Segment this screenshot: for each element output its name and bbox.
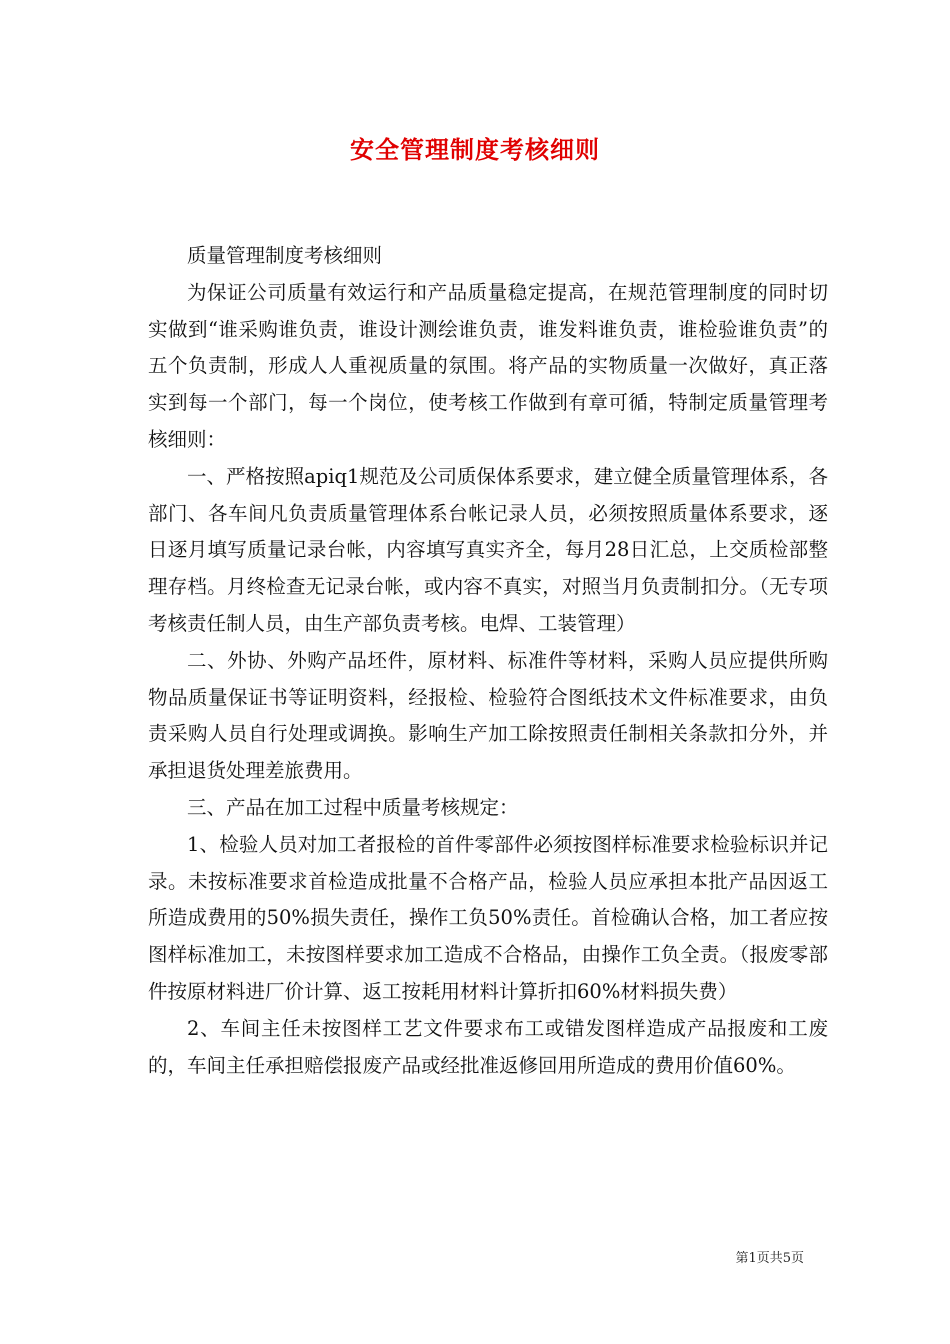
paragraph-intro: 为保证公司质量有效运行和产品质量稳定提高，在规范管理制度的同时切实做到“谁采购谁负责，谁设计测绘谁负责，谁发料谁负责，谁检验谁负责”的五个负责制，形成人人重视质量的氛围。将产品的实物质量一次做好，真正落实到每一个部门，每一个岗位，使考核工作做到有章可循，特制定质量管理考核细则： (148, 280, 828, 451)
document-subtitle: 质量管理制度考核细则 (187, 244, 383, 267)
paragraph-section-1: 一、严格按照apiq1规范及公司质保体系要求，建立健全质量管理体系，各部门、各车间凡负责质量管理体系台帐记录人员，必须按照质量体系要求，逐日逐月填写质量记录台帐，内容填写真实齐全，每月28日汇总，上交质检部整理存档。月终检查无记录台帐，或内容不真实，对照当月负责制扣分。（无专项考核责任制人员，由生产部负责考核。电焊、工装管理） (148, 464, 828, 635)
paragraph-section-3-item-2: 2、车间主任未按图样工艺文件要求布工或错发图样造成产品报废和工废的，车间主任承担赔偿报废产品或经批准返修回用所造成的费用价值60%。 (148, 1016, 828, 1077)
page-number: 第1页共5页 (735, 1251, 804, 1266)
paragraph-section-3-heading: 三、产品在加工过程中质量考核规定： (187, 795, 519, 819)
document-title: 安全管理制度考核细则 (350, 136, 600, 164)
paragraph-section-3-item-1: 1、检验人员对加工者报检的首件零部件必须按图样标准要求检验标识并记录。未按标准要求首检造成批量不合格产品，检验人员应承担本批产品因返工所造成费用的50%损失责任，操作工负50%责任。首检确认合格，加工者应按图样标准加工，未按图样要求加工造成不合格品，由操作工负全责。（报废零部件按原材料进厂价计算、返工按耗用材料计算折扣60%材料损失费） (148, 832, 828, 1003)
paragraph-section-2: 二、外协、外购产品坯件，原材料、标准件等材料，采购人员应提供所购物品质量保证书等证明资料，经报检、检验符合图纸技术文件标准要求，由负责采购人员自行处理或调换。影响生产加工除按照责任制相关条款扣分外，并承担退货处理差旅费用。 (148, 648, 828, 783)
document-body (148, 238, 828, 1084)
